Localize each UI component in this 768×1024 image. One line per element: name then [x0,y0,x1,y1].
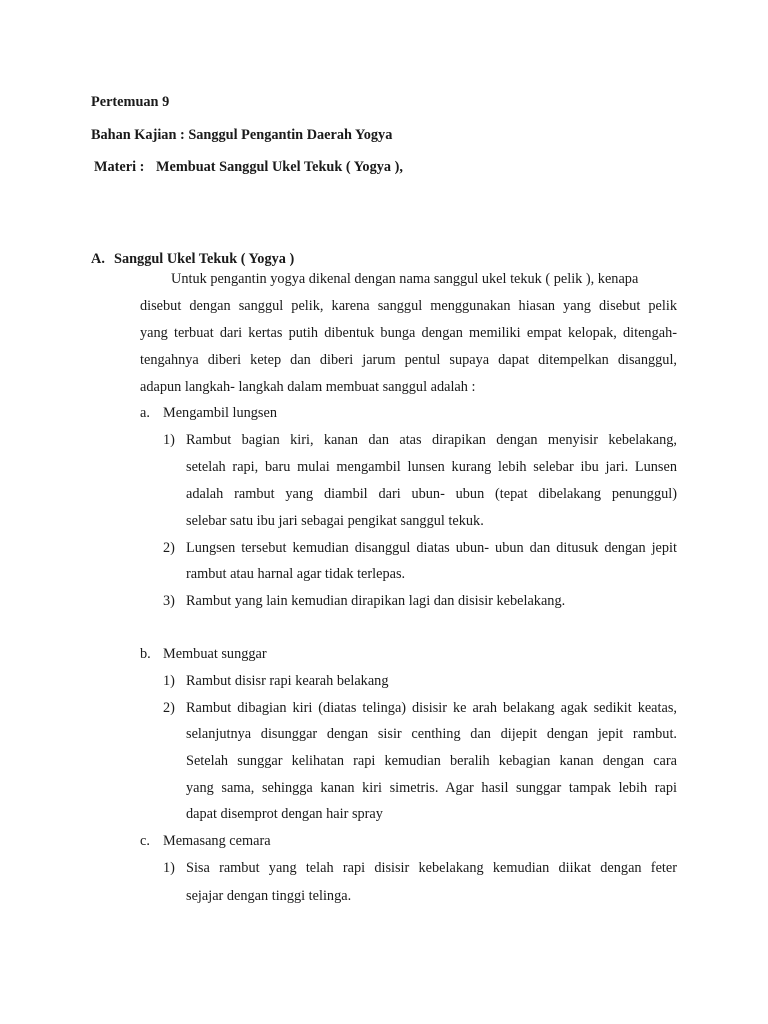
step-c-item-1-line: sejajar dengan tinggi telinga. [186,888,352,904]
step-a-item-2-line: rambut atau harnal agar tidak terlepas. [186,566,406,582]
step-b-item-2-line: Setelah sunggar kelihatan rapi kemudian beralih kebagian kanan dengan cara [186,753,677,769]
step-b-marker: b. [140,646,151,662]
step-a-item-1-line: Rambut bagian kiri, kanan dan atas dirapikan dengan menyisir kebelakang, [186,432,677,448]
step-a-item-1-num: 1) [163,432,175,448]
step-a-title: Mengambil lungsen [163,405,277,421]
intro-line: adapun langkah- langkah dalam membuat sanggul adalah : [140,379,476,395]
step-c-item-1-num: 1) [163,860,175,876]
step-a-item-3-line: Rambut yang lain kemudian dirapikan lagi dan disisir kebelakang. [186,593,566,609]
step-a-item-1-line: setelah rapi, baru mulai mengambil lunsen kurang lebih selebar ibu jari. Lunsen [186,459,677,475]
section-a-marker: A. [91,251,105,267]
intro-line: tengahnya diberi ketep dan diberi jarum pentul supaya dapat ditempelkan disanggul, [140,352,677,368]
materi-value: Membuat Sanggul Ukel Tekuk ( Yogya ), [156,159,403,175]
step-a-item-1-line: selebar satu ibu jari sebagai pengikat sanggul tekuk. [186,513,484,529]
step-b-item-1-num: 1) [163,673,175,689]
step-b-item-2-line: Rambut dibagian kiri (diatas telinga) disisir ke arah belakang agak sedikit keatas, [186,700,677,716]
step-b-item-2-line: yang sama, sehingga kanan kiri simetris. Agar hasil sunggar tampak lebih rapi [186,780,677,796]
step-c-title: Memasang cemara [163,833,271,849]
intro-line: yang terbuat dari kertas putih dibentuk bunga dengan memiliki empat kelopak, ditengah- [140,325,677,341]
step-b-title: Membuat sunggar [163,646,267,662]
intro-line: disebut dengan sanggul pelik, karena sanggul menggunakan hiasan yang disebut pelik [140,298,677,314]
step-b-item-2-line: selanjutnya disunggar dengan sisir centhing dan dijepit dengan jepit rambut. [186,726,677,742]
step-a-item-2-line: Lungsen tersebut kemudian disanggul diatas ubun- ubun dan ditusuk dengan jepit [186,540,677,556]
step-b-item-2-num: 2) [163,700,175,716]
materi-label: Materi : [94,159,145,175]
step-c-marker: c. [140,833,150,849]
topic-title: Bahan Kajian : Sanggul Pengantin Daerah Yogya [91,127,393,143]
step-a-item-2-num: 2) [163,540,175,556]
step-c-item-1-line: Sisa rambut yang telah rapi disisir kebelakang kemudian diikat dengan feter [186,860,677,876]
step-a-marker: a. [140,405,150,421]
section-a-title: Sanggul Ukel Tekuk ( Yogya ) [114,251,295,267]
meeting-title: Pertemuan 9 [91,94,170,110]
step-a-item-1-line: adalah rambut yang diambil dari ubun- ubun (tepat dibelakang penunggul) [186,486,677,502]
intro-line: Untuk pengantin yogya dikenal dengan nama sanggul ukel tekuk ( pelik ), kenapa [171,271,639,287]
step-a-item-3-num: 3) [163,593,175,609]
step-b-item-1-line: Rambut disisr rapi kearah belakang [186,673,389,689]
step-b-item-2-line: dapat disemprot dengan hair spray [186,806,383,822]
